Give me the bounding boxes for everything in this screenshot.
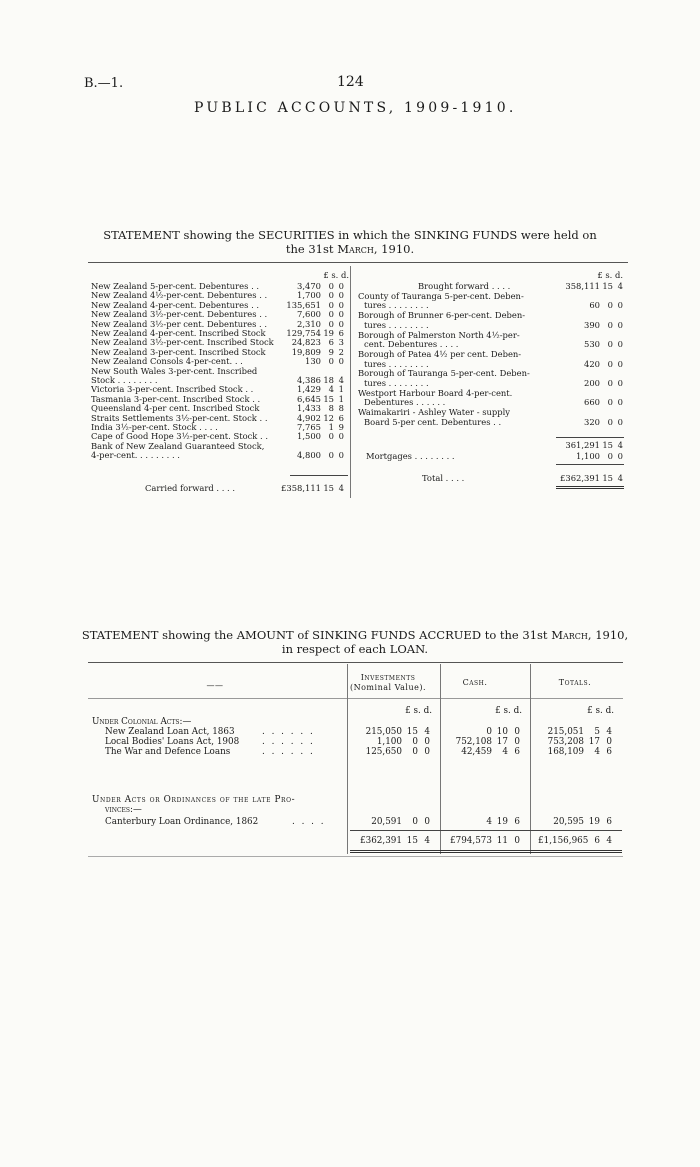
securities-left-row-shillings: 0 bbox=[328, 281, 334, 291]
securities-right-row-label: Borough of Brunner 6-per-cent. Deben- bbox=[358, 311, 526, 321]
loan-investments-pounds: 215,050 bbox=[365, 727, 402, 737]
securities-left-row-pounds: 3,470 bbox=[297, 281, 321, 291]
securities-right-row-label: tures . . . . . . . . bbox=[364, 301, 429, 311]
grand-total-pounds: £1,156,965 bbox=[538, 836, 589, 846]
securities-left-row-pence: 9 bbox=[338, 422, 344, 432]
securities-left-row-pounds: 2,310 bbox=[297, 318, 321, 329]
securities-right-row-shillings: 0 bbox=[607, 416, 613, 427]
loan-investments-pounds: 125,650 bbox=[365, 747, 402, 757]
securities-left-row-label: Cape of Good Hope 3½-per-cent. Stock . . bbox=[91, 432, 269, 442]
securities-right-row-label: County of Tauranga 5-per-cent. Deben- bbox=[358, 291, 524, 301]
loan-cash-pence: 6 bbox=[514, 817, 520, 827]
loan-cash-shillings: 4 bbox=[502, 747, 508, 757]
carried-forward-pence: 4 bbox=[338, 483, 344, 493]
loan-investments-shillings: 0 bbox=[412, 737, 418, 747]
statement1-right-currency-header: £ s. d. bbox=[597, 270, 623, 280]
right-subtotal-shillings: 15 bbox=[602, 440, 613, 450]
statement2-title-line1-post: , 1910, bbox=[587, 628, 629, 642]
statement2-header-rule bbox=[88, 698, 623, 699]
statement1-center-rule bbox=[350, 266, 351, 498]
securities-left-row-pounds: 4,800 bbox=[297, 450, 321, 461]
securities-left-row-shillings: 8 bbox=[328, 403, 334, 414]
loan-total-shillings: 4 bbox=[594, 747, 600, 757]
grand-total-cash-shillings: 11 bbox=[496, 836, 508, 846]
securities-left-row-pence: 0 bbox=[338, 450, 344, 461]
loan-investments-pence: 0 bbox=[424, 747, 430, 757]
leader-dots: . . . . . . bbox=[262, 737, 315, 747]
securities-left-row-pence: 0 bbox=[338, 431, 344, 442]
securities-right-row-pence: 0 bbox=[617, 300, 623, 311]
securities-left-row-shillings: 15 bbox=[323, 393, 334, 404]
securities-left-row-label: New Zealand 4-per-cent. Debentures . . bbox=[91, 300, 260, 310]
grand-total-investments-pounds: £362,391 bbox=[360, 836, 402, 846]
page-title: PUBLIC ACCOUNTS, 1909-1910. bbox=[194, 100, 517, 116]
grand-total-investments-pence: 4 bbox=[424, 836, 430, 846]
securities-left-row-shillings: 4 bbox=[328, 384, 334, 395]
securities-right-row-pence: 0 bbox=[617, 339, 623, 350]
securities-left-row-label: New Zealand 4-per-cent. Inscribed Stock bbox=[91, 329, 266, 338]
securities-right-row-pence: 0 bbox=[617, 416, 623, 427]
securities-right-row-label: Board 5-per cent. Debentures . . bbox=[364, 417, 502, 427]
securities-right-row-shillings: 0 bbox=[607, 358, 613, 369]
loan-cash-shillings: 17 bbox=[496, 737, 508, 747]
loan-investments-shillings: 15 bbox=[406, 727, 418, 737]
securities-left-row-pounds: 7,600 bbox=[297, 309, 321, 320]
statement1-title-line2 bbox=[70, 242, 630, 256]
securities-left-row-pence: 1 bbox=[338, 393, 344, 404]
right-total-double-rule bbox=[556, 486, 624, 489]
securities-left-row-pence: 0 bbox=[338, 309, 344, 320]
securities-left-row-label: New South Wales 3-per-cent. Inscribed bbox=[91, 366, 258, 376]
securities-left-row-pence: 0 bbox=[338, 299, 344, 310]
securities-left-row-pence: 3 bbox=[338, 337, 344, 348]
loan-investments-pounds: 20,591 bbox=[371, 817, 402, 827]
securities-right-row-pence: 4 bbox=[617, 281, 623, 291]
securities-left-row-pence: 1 bbox=[338, 384, 344, 395]
securities-right-row-pounds: 200 bbox=[584, 378, 600, 388]
securities-left-row-pence: 0 bbox=[338, 318, 344, 329]
securities-right-row-pounds: 60 bbox=[589, 300, 600, 311]
statement1-title-month: March bbox=[337, 242, 374, 256]
leader-dots: . . . . . . bbox=[262, 747, 315, 757]
securities-right-row-pounds: 530 bbox=[584, 339, 600, 350]
loan-row-label: New Zealand Loan Act, 1863 bbox=[105, 727, 235, 737]
loan-cash-pounds: 752,108 bbox=[455, 737, 492, 747]
securities-right-row-shillings: 0 bbox=[607, 378, 613, 388]
securities-right-row-label: Borough of Patea 4½ per cent. Deben- bbox=[358, 349, 522, 359]
leader-dots: . . . . . . bbox=[262, 727, 315, 737]
securities-left-row-label: New Zealand Consols 4-per-cent. . . bbox=[91, 357, 243, 367]
statement2-title bbox=[70, 628, 640, 656]
mortgages-pounds: 1,100 bbox=[576, 451, 600, 461]
securities-left-row-pence: 0 bbox=[338, 281, 344, 291]
carried-forward-label: Carried forward . . . . bbox=[145, 483, 236, 493]
section-provinces-heading-line1: Under Acts or Ordinances of the late Pro- bbox=[92, 795, 296, 805]
securities-left-row-shillings: 0 bbox=[328, 318, 334, 329]
securities-left-row-shillings: 0 bbox=[328, 299, 334, 310]
loan-row-label: The War and Defence Loans bbox=[105, 747, 231, 757]
statement2-column-label-header: —— bbox=[206, 681, 224, 690]
securities-right-row-pence: 0 bbox=[617, 378, 623, 388]
statement1-title-line2-pre: the 31st bbox=[285, 242, 338, 256]
loan-investments-pence: 0 bbox=[424, 817, 430, 827]
loan-cash-pence: 6 bbox=[514, 747, 520, 757]
right-total-shillings: 15 bbox=[602, 473, 613, 483]
securities-left-row-shillings: 0 bbox=[328, 309, 334, 320]
securities-left-row-shillings: 0 bbox=[328, 290, 334, 301]
loan-investments-pence: 0 bbox=[424, 737, 430, 747]
grand-total-investments-shillings: 15 bbox=[406, 836, 418, 846]
securities-right-row-label: tures . . . . . . . . bbox=[364, 379, 429, 388]
securities-right-row-label: tures . . . . . . . . bbox=[364, 359, 429, 369]
securities-left-row-shillings: 9 bbox=[328, 346, 334, 357]
securities-left-row-label: New Zealand 3½-per-cent. Inscribed Stock bbox=[91, 338, 274, 348]
securities-left-row-pounds: 130 bbox=[305, 356, 321, 367]
statement1-title-line2-post: , 1910. bbox=[373, 242, 415, 256]
right-total-label: Total . . . . bbox=[422, 473, 465, 483]
securities-right-row-label: Waimakariri - Ashley Water - supply bbox=[358, 408, 511, 418]
securities-left-row-pounds: 6,645 bbox=[297, 393, 321, 404]
securities-right-row-label: Brought forward . . . . bbox=[418, 282, 511, 291]
statement2-top-rule bbox=[88, 662, 623, 663]
securities-left-row-label: Stock . . . . . . . . bbox=[91, 376, 158, 385]
securities-left-row-label: India 3½-per-cent. Stock . . . . bbox=[91, 423, 218, 432]
loan-investments-pounds: 1,100 bbox=[376, 737, 402, 747]
securities-left-row-label: Victoria 3-per-cent. Inscribed Stock . . bbox=[91, 385, 254, 395]
right-subtotal-pence: 4 bbox=[617, 440, 623, 450]
securities-left-row-shillings: 19 bbox=[323, 328, 334, 338]
loan-row-label: Canterbury Loan Ordinance, 1862 bbox=[105, 817, 259, 827]
securities-right-row-label: tures . . . . . . . . bbox=[364, 320, 429, 330]
securities-left-row-label: 4-per-cent. . . . . . . . . bbox=[91, 451, 180, 461]
section-provinces-heading-line2: vinces:— bbox=[105, 805, 142, 815]
securities-right-row-pence: 0 bbox=[617, 397, 623, 408]
statement2-title-line1-pre: STATEMENT showing the AMOUNT of SINKING FUNDS ACCRUED to the 31st bbox=[81, 628, 552, 642]
loan-total-pounds: 20,595 bbox=[553, 817, 584, 827]
loan-total-shillings: 5 bbox=[594, 727, 600, 737]
securities-left-row-pounds: 129,754 bbox=[286, 328, 321, 338]
right-total-pence: 4 bbox=[617, 473, 623, 483]
securities-left-row-pence: 0 bbox=[338, 356, 344, 367]
securities-right-row-label: Westport Harbour Board 4-per-cent. bbox=[358, 388, 513, 398]
statement2-rule-3 bbox=[530, 664, 531, 854]
statement2-title-line2: in respect of each LOAN. bbox=[281, 642, 429, 656]
grand-total-cash-pounds: £794,573 bbox=[450, 836, 492, 846]
statement2-bottom-rule bbox=[88, 856, 623, 857]
securities-left-row-pounds: 1,433 bbox=[297, 403, 321, 414]
loan-cash-pounds: 4 bbox=[486, 817, 492, 827]
securities-right-row-shillings: 0 bbox=[607, 339, 613, 350]
loan-cash-pence: 0 bbox=[514, 727, 520, 737]
statement2-investments-subheader: (Nominal Value). bbox=[349, 683, 427, 692]
securities-left-row-pounds: 1,700 bbox=[297, 290, 321, 301]
securities-left-row-shillings: 6 bbox=[328, 337, 334, 348]
securities-left-row-pounds: 24,823 bbox=[291, 337, 321, 348]
securities-right-row-label: cent. Debentures . . . . bbox=[364, 340, 459, 350]
loan-cash-shillings: 10 bbox=[496, 727, 508, 737]
securities-left-row-label: Bank of New Zealand Guaranteed Stock, bbox=[91, 441, 265, 451]
mortgages-label: Mortgages . . . . . . . . bbox=[366, 451, 455, 461]
securities-left-row-pounds: 135,651 bbox=[286, 299, 321, 310]
securities-left-row-label: Queensland 4-per cent. Inscribed Stock bbox=[91, 404, 260, 414]
right-subtotal-pounds: 361,291 bbox=[565, 440, 600, 450]
securities-left-row-label: Tasmania 3-per-cent. Inscribed Stock . . bbox=[91, 394, 261, 404]
loan-total-pence: 6 bbox=[606, 817, 612, 827]
securities-left-row-label: New Zealand 3½-per cent. Debentures . . bbox=[91, 319, 268, 329]
securities-left-row-shillings: 0 bbox=[328, 431, 334, 442]
securities-left-row-label: New Zealand 3-per-cent. Inscribed Stock bbox=[91, 347, 266, 357]
loan-cash-pounds: 0 bbox=[486, 727, 492, 737]
securities-right-row-label: Debentures . . . . . . bbox=[364, 398, 446, 408]
section-colonial-acts-heading: Under Colonial Acts:— bbox=[92, 717, 192, 727]
loan-cash-pounds: 42,459 bbox=[461, 747, 492, 757]
carried-forward-shillings: 15 bbox=[323, 483, 334, 493]
securities-left-row-shillings: 1 bbox=[328, 422, 334, 432]
loan-total-shillings: 17 bbox=[588, 737, 600, 747]
totals-double-rule bbox=[350, 850, 622, 853]
securities-left-row-pence: 2 bbox=[338, 346, 344, 357]
loan-investments-shillings: 0 bbox=[412, 817, 418, 827]
loan-investments-shillings: 0 bbox=[412, 747, 418, 757]
securities-left-row-pounds: 19,809 bbox=[291, 346, 321, 357]
securities-left-row-pence: 6 bbox=[338, 328, 344, 338]
loan-total-shillings: 19 bbox=[588, 817, 600, 827]
securities-left-row-shillings: 18 bbox=[323, 375, 334, 385]
securities-right-row-pence: 0 bbox=[617, 358, 623, 369]
securities-left-row-pounds: 4,902 bbox=[297, 412, 321, 423]
loan-total-pence: 4 bbox=[606, 727, 612, 737]
securities-left-row-pounds: 7,765 bbox=[297, 422, 321, 432]
leader-dots: . . . . bbox=[292, 817, 326, 827]
loan-investments-pence: 4 bbox=[424, 727, 430, 737]
loan-cash-pence: 0 bbox=[514, 737, 520, 747]
statement1-top-rule bbox=[88, 262, 628, 263]
loan-total-pounds: 215,051 bbox=[547, 727, 584, 737]
securities-left-row-pence: 6 bbox=[338, 412, 344, 423]
securities-right-row-shillings: 0 bbox=[607, 319, 613, 330]
grand-total-cash-pence: 0 bbox=[514, 836, 520, 846]
mortgages-pence: 0 bbox=[617, 451, 623, 461]
statement2-cash-header: Cash. bbox=[462, 678, 488, 687]
right-subtotal-rule bbox=[556, 437, 624, 438]
securities-left-row-shillings: 12 bbox=[323, 412, 334, 423]
statement2-investments-header: Investments bbox=[360, 673, 416, 682]
right-total-pounds: £362,391 bbox=[560, 473, 600, 483]
loan-total-pence: 0 bbox=[606, 737, 612, 747]
securities-left-row-pounds: 4,386 bbox=[297, 375, 321, 385]
securities-right-row-pounds: 358,111 bbox=[565, 281, 600, 291]
securities-left-row-pounds: 1,429 bbox=[297, 384, 321, 395]
carried-forward-pounds: £358,111 bbox=[281, 483, 321, 493]
totals-currency-header: £ s. d. bbox=[587, 706, 614, 716]
securities-right-row-shillings: 0 bbox=[607, 397, 613, 408]
securities-left-row-pence: 4 bbox=[338, 375, 344, 385]
securities-left-row-pence: 0 bbox=[338, 290, 344, 301]
securities-right-row-shillings: 15 bbox=[602, 281, 613, 291]
loan-cash-shillings: 19 bbox=[496, 817, 508, 827]
statement1-left-currency-header: £ s. d. bbox=[323, 270, 349, 280]
securities-left-row-label: New Zealand 4½-per-cent. Debentures . . bbox=[91, 291, 268, 301]
statement2-rule-2 bbox=[440, 664, 441, 854]
securities-right-row-pence: 0 bbox=[617, 319, 623, 330]
loan-row-label: Local Bodies' Loans Act, 1908 bbox=[105, 737, 240, 747]
securities-left-row-label: New Zealand 5-per-cent. Debentures . . bbox=[91, 282, 260, 291]
statement1-title-line1: STATEMENT showing the SECURITIES in which the SINKING FUNDS were held on bbox=[103, 228, 597, 242]
document-code: B.—1. bbox=[84, 76, 124, 91]
securities-right-row-shillings: 0 bbox=[607, 300, 613, 311]
securities-right-row-label: Borough of Palmerston North 4½-per- bbox=[358, 330, 520, 340]
statement2-rule-1 bbox=[347, 664, 348, 854]
securities-left-row-label: New Zealand 3½-per-cent. Debentures . . bbox=[91, 310, 268, 320]
securities-left-row-label: Straits Settlements 3½-per-cent. Stock . . bbox=[91, 413, 268, 423]
statement1-title bbox=[70, 228, 630, 256]
securities-right-row-label: Borough of Tauranga 5-per-cent. Deben- bbox=[358, 369, 530, 379]
securities-right-row-pounds: 320 bbox=[584, 416, 600, 427]
securities-left-row-pence: 8 bbox=[338, 403, 344, 414]
grand-total-shillings: 6 bbox=[594, 836, 600, 846]
totals-rule bbox=[350, 830, 622, 831]
investments-currency-header: £ s. d. bbox=[405, 706, 432, 716]
loan-total-pounds: 168,109 bbox=[547, 747, 584, 757]
securities-left-row-shillings: 0 bbox=[328, 356, 334, 367]
statement2-totals-header: Totals. bbox=[558, 678, 592, 687]
grand-total-pence: 4 bbox=[606, 836, 612, 846]
securities-left-row-pounds: 1,500 bbox=[297, 431, 321, 442]
loan-total-pence: 6 bbox=[606, 747, 612, 757]
statement2-title-line1 bbox=[70, 628, 640, 642]
securities-right-row-pounds: 660 bbox=[584, 397, 600, 408]
securities-right-row-pounds: 390 bbox=[584, 319, 600, 330]
right-total-rule bbox=[556, 464, 624, 465]
loan-total-pounds: 753,208 bbox=[547, 737, 584, 747]
statement2-title-month: March bbox=[551, 628, 588, 642]
securities-right-row-pounds: 420 bbox=[584, 358, 600, 369]
cash-currency-header: £ s. d. bbox=[495, 706, 522, 716]
securities-left-row-shillings: 0 bbox=[328, 450, 334, 461]
page-number: 124 bbox=[337, 74, 364, 90]
mortgages-shillings: 0 bbox=[607, 451, 613, 461]
left-carried-rule bbox=[290, 475, 348, 476]
